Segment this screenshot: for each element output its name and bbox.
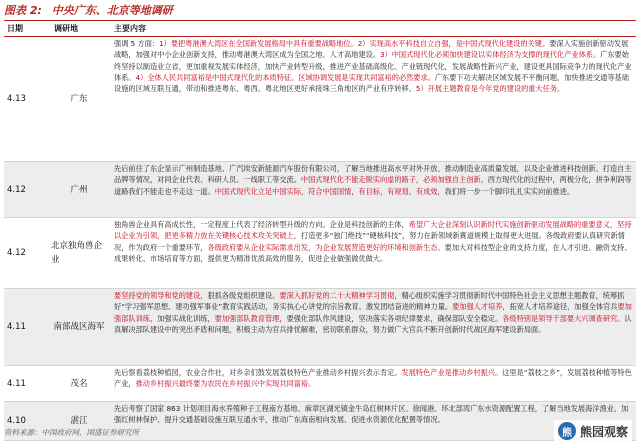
highlighted-text: 要深入抓好党的二十大精神学习贯彻， <box>279 291 402 300</box>
source-note: 资料来源：中国政府网，国盛证券研究所 <box>4 428 139 437</box>
row-date: 4.12 <box>7 248 26 258</box>
body-text: 要强化部队作风建设，坚决落实各项纪律要求，确保部队安全稳定。 <box>286 313 503 323</box>
highlighted-text: 4）全体人民共同富裕是中国式现代化的本质特征。区域协调发展是实现共同富裕的必然要求。 <box>135 72 435 82</box>
figure-title-text: 中央广东、北京等地调研 <box>51 4 173 17</box>
table-row <box>4 366 636 402</box>
highlighted-text: 推动乡村振兴最终要为农民在乡村振兴中实现共同富裕。 <box>135 379 316 389</box>
highlighted-text: 要坚持党的领导和党的建设， <box>114 291 208 300</box>
row-place: 广东 <box>70 94 88 104</box>
watermark-text: 熊园观察 <box>579 424 628 439</box>
table-row <box>4 289 636 366</box>
row-date: 4.11 <box>7 378 26 389</box>
body-text: 广东要下功夫解决区域发展不平衡问题，加快推进交通等基础设施的区域互联互通，带动和推进粤东、粤西、粤北地区更好承接珠三角地区的产业有序转移。 <box>114 72 629 94</box>
body-text: 强调 5 方面： <box>114 39 160 48</box>
highlighted-text: 各级政府要从企业实际需求出发，为企业发展营造更好的环境和创新生态。 <box>207 242 445 252</box>
body-text: 广东要始终坚持以制造业立省，更加重视发展实体经济，加快产业转型升级，推进产业基础高级化、产业链现代化，发展战略性新兴产业，建设更具国际竞争力的现代化产业体系。 <box>114 50 632 82</box>
watermark-logo-icon: 熊 <box>558 422 576 440</box>
row-date: 4.12 <box>7 184 26 195</box>
highlighted-text: 要加强部队训练， <box>114 302 632 323</box>
header-date: 日期 <box>7 24 23 33</box>
row-content <box>110 218 636 288</box>
visit-table <box>4 20 636 441</box>
figure-title <box>4 2 173 18</box>
figure-number: 图表 2: <box>4 4 42 17</box>
highlighted-text: 要加强人才培养， <box>452 302 510 312</box>
row-place: 湛江 <box>70 416 88 426</box>
row-place: 北京独角兽企业 <box>51 241 103 265</box>
table-row <box>4 218 636 289</box>
body-text: 要加大对科技型企业的支持力度，在人才引进、融资支持、成果转化、市场培育等方面，提供更为精准优质高效的服务，促进企业做强做优做大。 <box>114 242 632 263</box>
body-text: 认真解决部队建设中的突出矛盾和问题，积极主动为官兵排忧解难，密切联系群众，努力做广大官兵不断开创新时代战区海军建设新局面。 <box>114 313 632 334</box>
body-text: 打造更多“独门绝技”“硬核科技”，努力在新领域新赛道规模上取得更大进展。 <box>300 231 546 241</box>
highlighted-text: 3）中国式现代化必须加快建设以实体经济为支撑的现代化产业体系。 <box>379 50 601 60</box>
highlighted-text: 5）开展主题教育是今年党的建设的重大任务。 <box>415 84 565 94</box>
highlighted-text: 1）要把粤港澳大湾区在全国新发展格局中具有重要战略地位。 <box>159 39 358 48</box>
highlighted-text: 要加强部队教育管理， <box>214 313 287 323</box>
body-text: 我们将一步一个脚印扎扎实实向前推进。 <box>444 186 575 196</box>
body-text: 狠抓各级党组织建设。 <box>207 291 280 300</box>
body-text: 独角兽企业具有高成长性，一定程度上代表了经济转型升级的方向。企业是科技创新的主体， <box>114 220 409 229</box>
body-text: 先后察看荔枝种植园，农业合作社，对乡亲们鼓发展荔枝特色产业推动乡村振兴表示肯定。 <box>114 368 402 377</box>
row-date: 4.10 <box>7 416 26 426</box>
body-text: 要深入实施创新驱动发展战略，加强对中小企业创新支持，推动粤港澳大湾区成为全国之地、人才高地建设。 <box>114 39 629 60</box>
highlighted-text: 2）实现高水平科技自立自强，是中国式现代化建设的关键。 <box>357 39 550 48</box>
row-content <box>110 37 636 161</box>
row-place: 茂名 <box>70 378 88 389</box>
row-date: 4.13 <box>7 94 26 104</box>
row-content <box>110 162 636 217</box>
body-text: 拓宽人才培养途径，加强全体官兵 <box>509 302 618 312</box>
body-text: 这里是“荔枝之乡”，发展荔枝种植等特色产业， <box>114 368 632 389</box>
highlighted-text: 各级特别是领导干部要大兴调查研究。 <box>502 313 625 323</box>
watermark <box>554 420 632 442</box>
row-place: 南部战区海军 <box>53 322 105 332</box>
highlighted-text: 发展特色产业是推动乡村振兴。 <box>401 368 503 377</box>
table-row <box>4 37 636 162</box>
table-body <box>4 37 636 441</box>
table-row <box>4 162 636 218</box>
highlighted-text: 中国式现代化不能走脱实向虚的路子，必须加强自主创新。 <box>300 175 488 185</box>
body-text: 西方现代化的过程中，两极分化，拼争利润等道路我们不能走也不走这一道。 <box>114 175 632 196</box>
row-content <box>110 289 636 365</box>
body-text: 精心组织实施学习贯彻新时代中国特色社会主义思想主题教育，统筹抓好“学习强军思想、建功强军事业”教育实践活动，务实执心心讲党的宗旨教育。 <box>114 291 625 312</box>
body-text: 激发团结奋进的精神力量。 <box>365 302 453 312</box>
body-text: 先后考察了国家 863 计划项目海水养殖种子工程南方基地、麻章区湖光镇金牛岛红树林片区、徐闻港、环北部湾广东水资源配置工程，了解当地发展海洋渔业、加强红树林保护、提升交通基础设施互联互通水平，推动广东海南相向发展、促进水资源优化配置等情况。 <box>114 404 629 425</box>
highlighted-text: 中国式现代化立足中国实际，符合中国国情，有目标，有规划，有成效， <box>214 186 445 196</box>
header-content: 主要内容 <box>114 23 146 33</box>
row-date: 4.11 <box>7 322 26 332</box>
row-place: 广州 <box>70 184 88 195</box>
body-text: 先后前往了东企显示广州制造基地、广汽埃安新能源汽车股份有限公司，了解当地推进高水平对外开放、推动制造业高质量发展，以及企业推进科技创新、打造自主品牌等情况，对同企业代表、科研人员、一线职工等交流。 <box>114 164 632 185</box>
highlighted-text: 希望广大企业深刻认识新时代实施创新驱动发展战略的重要意义，坚持以企业为引领，把更多精力放在关键核心技术攻关突破上， <box>114 220 632 241</box>
table-header <box>4 21 636 37</box>
header-place: 调研地 <box>54 23 78 33</box>
row-content <box>110 366 636 401</box>
body-text: 各级政府要认真研究新情况，作为政府一个重要环节， <box>114 231 625 252</box>
body-text: 加强实战化训练， <box>157 313 215 323</box>
